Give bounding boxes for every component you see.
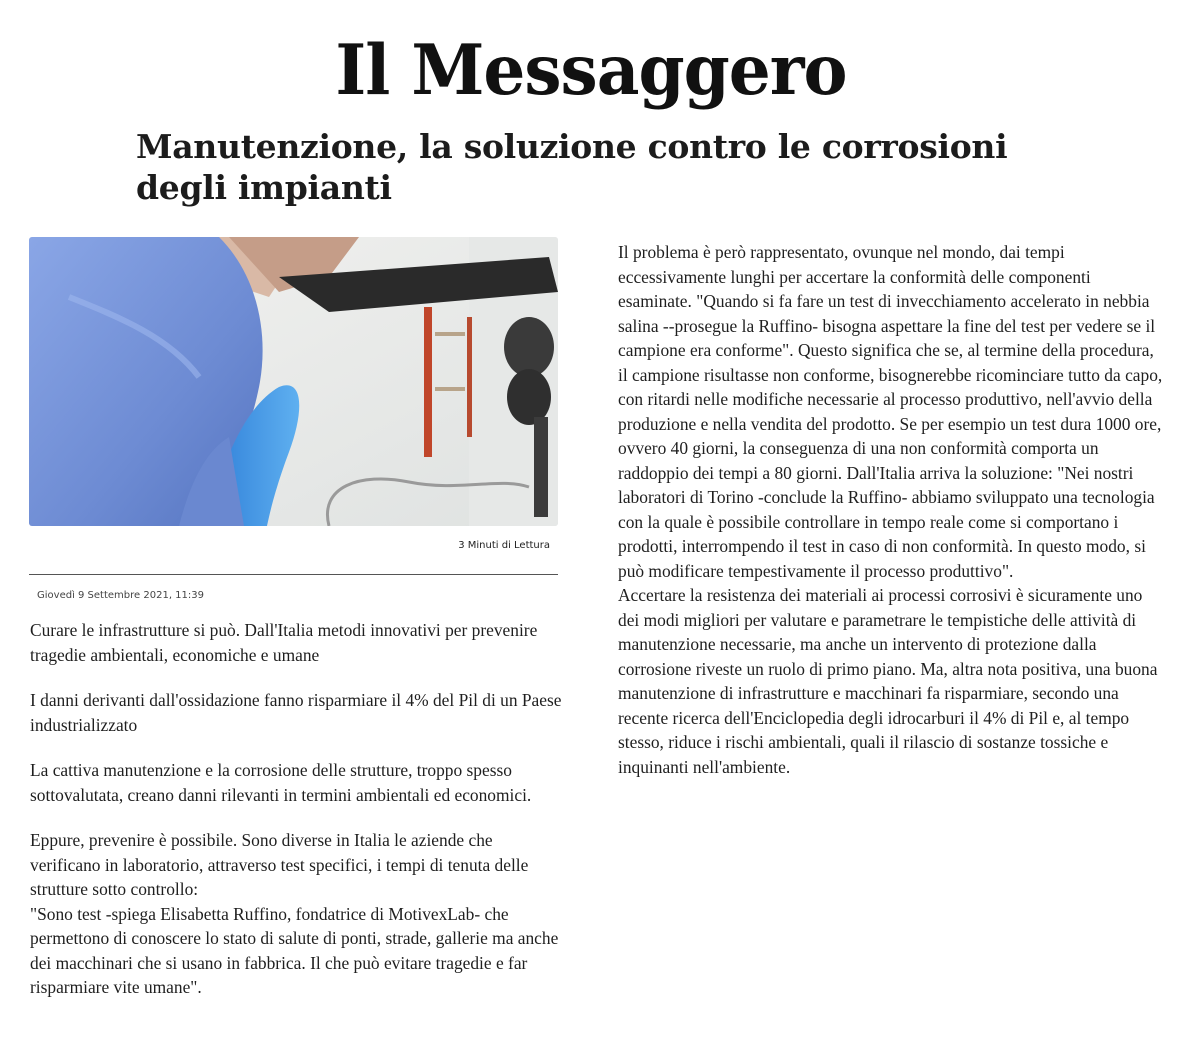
body-paragraph: I danni derivanti dall'ossidazione fanno risparmiare il 4% del Pil di un Paese industrializzato	[30, 690, 562, 735]
masthead-logo: Il Messaggero	[335, 29, 847, 111]
lab-technician-image	[29, 237, 558, 526]
article-body-left	[30, 618, 565, 1000]
publish-date: Giovedì 9 Settembre 2021, 11:39	[37, 590, 204, 601]
body-paragraph: "Sono test -spiega Elisabetta Ruffino, fondatrice di MotivexLab- che permettono di conoscere lo stato di salute di ponti, strade, gallerie ma anche dei macchinari che si usano in fabbrica. Il che può evitare tragedie e far risparmiare vite umane".	[30, 903, 559, 997]
body-paragraph: La cattiva manutenzione e la corrosione delle strutture, troppo spesso sottovalutata, creano danni rilevanti in termini ambientali ed economici.	[30, 760, 532, 805]
article-body-right	[618, 240, 1166, 779]
body-paragraph: Accertare la resistenza dei materiali ai processi corrosivi è sicuramente uno dei modi migliori per valutare e parametrare le tempistiche delle attività di manutenzione necessarie, ma anche un intervento di protezione dalla corrosione riveste un ruolo di primo piano. Ma, altra nota positiva, una buona manutenzione di infrastrutture e macchinari fa risparmiare, secondo una recente ricerca dell'Enciclopedia degli idrocarburi il 4% di Pil e, al tempo stesso, riduce i rischi ambientali, quali il rilascio di sostanze tossiche e inquinanti nell'ambiente.	[618, 585, 1158, 777]
reading-time: 3 Minuti di Lettura	[458, 540, 550, 551]
article-headline: Manutenzione, la soluzione contro le corrosioni degli impianti	[136, 127, 1008, 207]
article-photo	[29, 237, 558, 526]
body-paragraph: Il problema è però rappresentato, ovunque nel mondo, dai tempi eccessivamente lunghi per accertare la conformità delle componenti esaminate. "Quando si fa fare un test di invecchiamento accelerato in nebbia salina --prosegue la Ruffino- bisogna aspettare la fine del test per vedere se il campione era conforme". Questo significa che se, al termine della procedura, il campione risultasse non conforme, bisognerebbe ricominciare tutto da capo, con ritardi nelle modifiche necessarie al processo produttivo, nell'avvio della produzione e nella vendita del prodotto. Se per esempio un test dura 1000 ore, ovvero 40 giorni, la conseguenza di una non conformità comporta un raddoppio dei tempi a 80 giorni. Dall'Italia arriva la soluzione: "Nei nostri laboratori di Torino -conclude la Ruffino- abbiamo sviluppato una tecnologia con la quale è possibile controllare in tempo reale come si comportano i prodotti, interrompendo il test in caso di non conformità. In questo modo, si può modificare tempestivamente il processo produttivo".	[618, 242, 1163, 581]
meta-divider	[29, 574, 558, 575]
body-paragraph: Curare le infrastrutture si può. Dall'Italia metodi innovativi per prevenire tragedie ambientali, economiche e umane	[30, 620, 538, 665]
body-paragraph: Eppure, prevenire è possibile. Sono diverse in Italia le aziende che verificano in laboratorio, attraverso test specifici, i tempi di tenuta delle strutture sotto controllo:	[30, 830, 529, 899]
